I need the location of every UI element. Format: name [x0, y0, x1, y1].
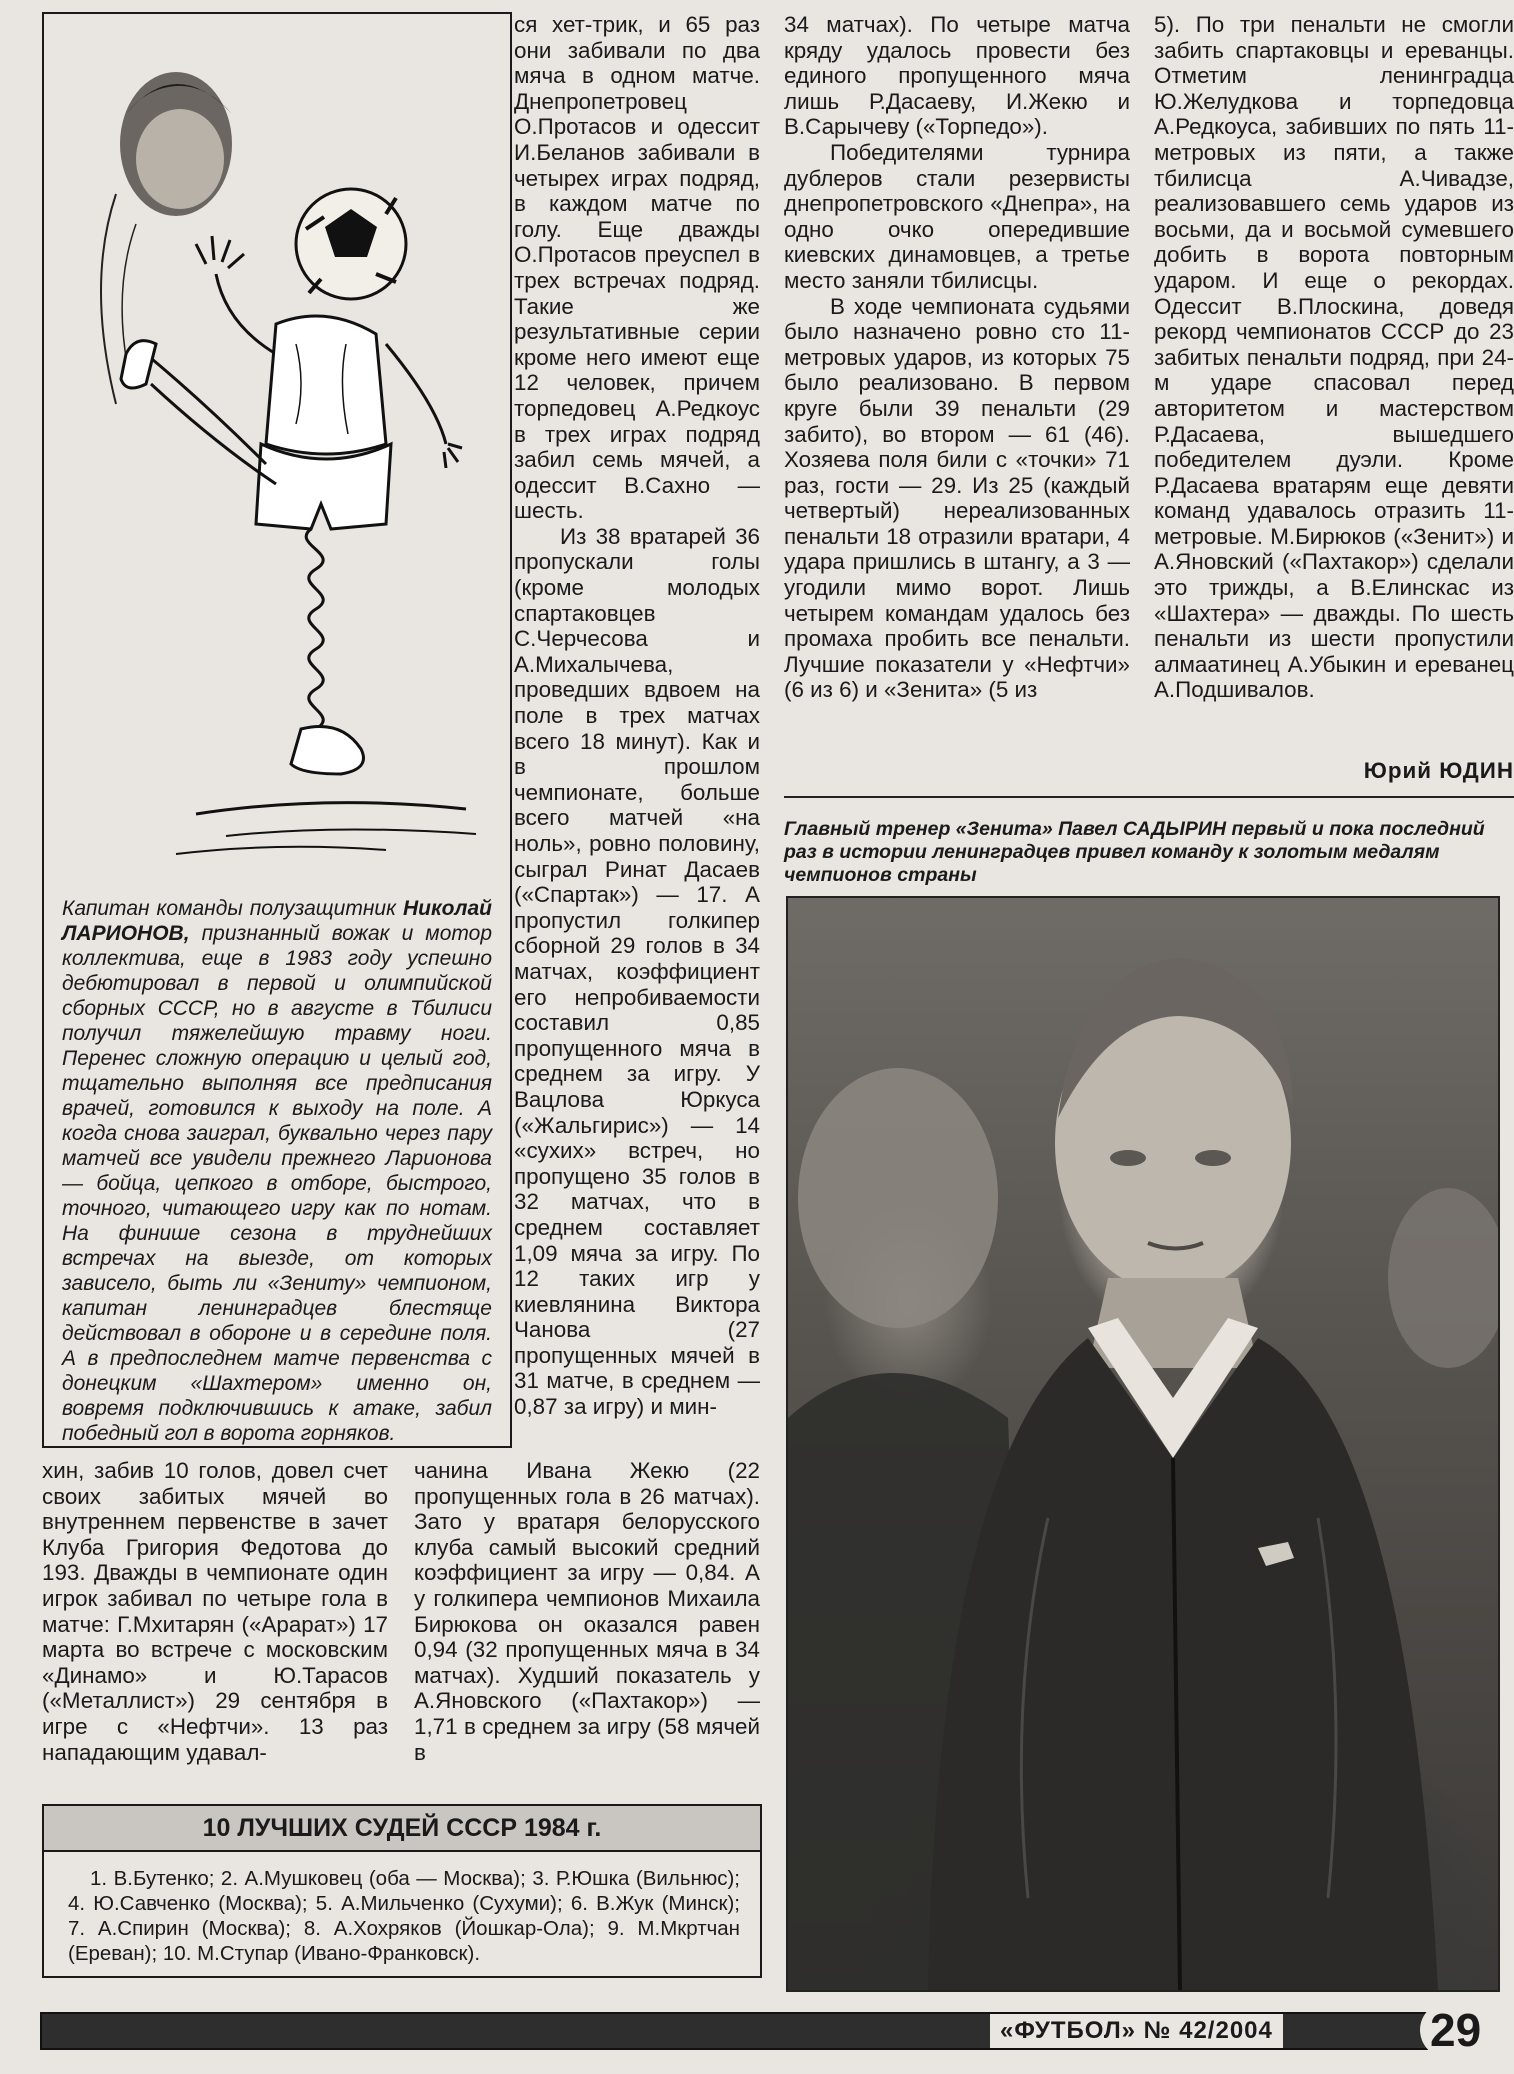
cartoon-box — [42, 12, 512, 1448]
column-4 — [1154, 12, 1514, 703]
footer-magazine-label: «ФУТБОЛ» № 42/2004 — [990, 2014, 1283, 2048]
referees-header — [44, 1806, 760, 1852]
caption-player-name: Николай ЛАРИОНОВ, — [62, 897, 492, 945]
column-2-para-1: ся хет-трик, и 65 раз они забивали по два мяча в одном матче. Днепропетровец О.Протасов и одессит И.Беланов забивали в четырех играх подряд, в каждом матче по голу. Еще дважды О.Протасов преуспел в трех встречах подряд. Такие же результативные серии кроме него имеют еще 12 человек, причем торпедовец А.Редкоус в трех играх подряд забил семь мячей, а одессит В.Сахно — шесть. — [514, 12, 760, 524]
column-2-bottom: чанина Ивана Жекю (22 пропущенных гола в 26 матчах). Зато у вратаря белорусского клуба самый высокий средний коэффициент за игру — 0,84. А у голкипера чемпионов Михаила Бирюкова он оказался равен 0,94 (32 пропущенных мяча в 34 матчах). Худший показатель у А.Яновского («Пахтакор») — 1,71 в среднем за игру (58 мячей в — [414, 1458, 760, 1765]
column-3 — [784, 12, 1130, 703]
referees-box — [42, 1804, 762, 1978]
coach-photo — [786, 896, 1500, 1992]
caption-lead: Капитан команды полузащитник — [62, 897, 403, 920]
page-number-badge — [1420, 2002, 1484, 2058]
article-author: Юрий ЮДИН — [1363, 758, 1514, 783]
column-1-bottom: хин, забив 10 голов, довел счет своих забитых мячей во внутреннем первенстве в зачет Клуба Григория Федотова до 193. Дважды в чемпионате один игрок забивал по четыре гола в матче: Г.Мхитарян («Арарат») 17 марта во встрече с московским «Динамо» и Ю.Тарасов («Металлист») 29 сентября в игре с «Нефтчи». 13 раз нападающим удавал- — [42, 1458, 388, 1765]
section-divider — [784, 796, 1514, 798]
referees-title: 10 ЛУЧШИХ СУДЕЙ СССР 1984 г. — [202, 1814, 602, 1842]
player-caption — [62, 896, 492, 1446]
coach-photo-shapes — [788, 898, 1498, 1990]
caption-text: признанный вожак и мотор коллектива, еще в 1983 году успешно дебютировал в первой и олимпийской сборных СССР, но в августе в Тбилиси получил тяжелейшую травму ноги. Перенес сложную операцию и целый год, тщательно выполняя все предписания врачей, готовился к выходу на поле. А когда снова заиграл, буквально через пару матчей все увидели прежнего Ларионова — бойца, цепкого в отборе, быстрого, точного, читающего игру как по нотам. На финише сезона в труднейших встречах на выезде, от которых зависело, быть ли «Зениту» чемпионом, капитан ленинградцев блестяще действовал в обороне и в середине поля. А в предпоследнем матче первенства с донецким «Шахтером» именно он, вовремя подключившись к атаке, забил победный гол в ворота горняков. — [62, 922, 492, 1445]
column-3-para-1: 34 матчах). По четыре матча кряду удалось провести без единого пропущенного мяча лишь Р.Дасаеву, И.Жекю и В.Сарычеву («Торпедо»). — [784, 12, 1130, 140]
column-4-para-1: 5). По три пенальти не смогли забить спартаковцы и ереванцы. Отметим ленинградца Ю.Желудкова и торпедовца А.Редкоуса, забивших по пять 11-метровых из пяти, а также тбилисца А.Чивадзе, реализовавшего семь ударов из восьми, да и восьмой сумевшего добить в ворота повторным ударом. И еще о рекордах. Одессит В.Плоскина, доведя рекорд чемпионатов СССР до 23 забитых пенальти подряд, при 24-м ударе спасовал перед авторитетом и мастерством Р.Дасаева, вышедшего победителем дуэли. Кроме Р.Дасаева вратарям еще девяти команд удавалось отразить 11-метровые. М.Бирюков («Зенит») и А.Яновский («Пахтакор») сделали это трижды, а В.Елинскас из «Шахтера» — дважды. По шесть пенальти из шести пропустили алмаатинец А.Убыкин и ереванец А.Подшивалов. — [1154, 12, 1514, 703]
page-number: 29 — [1430, 2004, 1482, 2056]
photo-caption: Главный тренер «Зенита» Павел САДЫРИН первый и пока последний раз в истории ленинградцев привел команду к золотым медалям чемпионов страны — [784, 818, 1485, 886]
player-cartoon-illustration — [56, 24, 496, 884]
column-3-para-2: Победителями турнира дублеров стали резервисты днепропетровского «Днепра», на одно очко опередившие киевских динамовцев, а третье место заняли тбилисцы. — [784, 139, 1130, 293]
referees-list: 1. В.Бутенко; 2. А.Мушковец (оба — Москва); 3. Р.Юшка (Вильнюс); 4. Ю.Савченко (Москва); 5. А.Мильченко (Сухуми); 6. В.Жук (Минск); 7. А.Спирин (Москва); 8. А.Хохряков (Йошкар-Ола); 9. М.Мкртчан (Ереван); 10. М.Ступар (Ивано-Франковск). — [68, 1867, 740, 1965]
column-2-para-2: Из 38 вратарей 36 пропускали голы (кроме молодых спартаковцев С.Черчесова и А.Михалычева, проведших вдвоем на поле в трех матчах всего 18 минут). Как и в прошлом чемпионате, больше всего матчей «на ноль», ровно половину, сыграл Ринат Дасаев («Спартак») — 17. А пропустил голкипер сборной 29 голов в 34 матчах, коэффициент его непробиваемости составил 0,85 пропущенного мяча в среднем за игру. У Вацлова Юркуса («Жальгирис») — 14 «сухих» встреч, но пропущено 35 голов в 32 матчах, что в среднем составляет 1,09 мяча за игру. По 12 таких игр у киевлянина Виктора Чанова (27 пропущенных мячей в 31 матче, в среднем — 0,87 за игру) и мин- — [514, 523, 760, 1420]
column-3-para-3: В ходе чемпионата судьями было назначено ровно сто 11-метровых ударов, из которых 75 было реализовано. В первом круге были 39 пенальти (29 забито), во втором — 61 (46). Хозяева поля били с «точки» 71 раз, гости — 29. Из 25 (каждый четвертый) нереализованных пенальти 18 отразили вратари, 4 удара пришлись в штангу, а 3 — угодили мимо ворот. Лишь четырем командам удалось без промаха пробить все пенальти. Лучшие показатели у «Нефтчи» (6 из 6) и «Зенита» (5 из — [784, 293, 1130, 703]
column-2-top — [514, 12, 760, 1420]
